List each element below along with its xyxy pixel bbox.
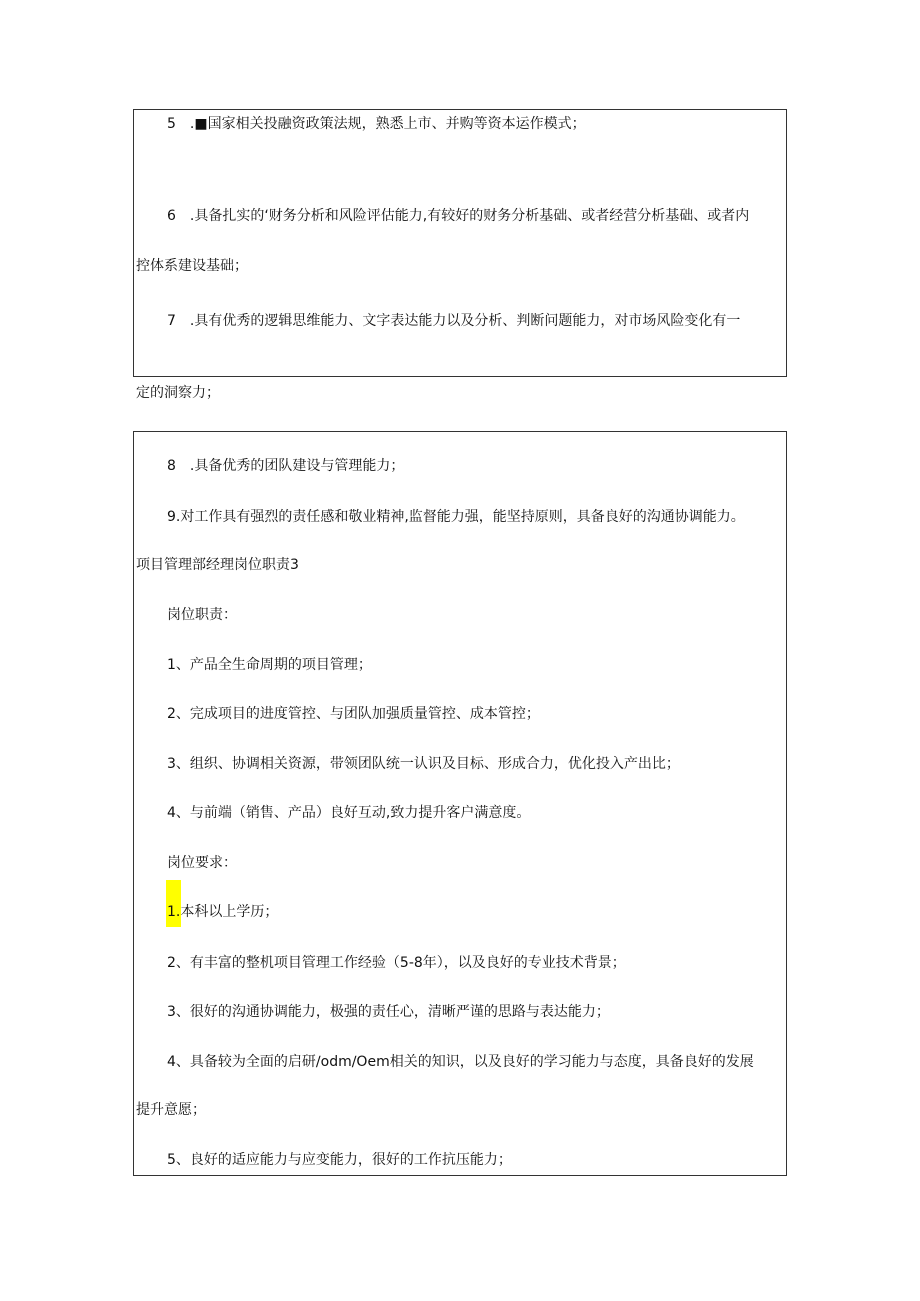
item-6-line2: 控体系建设基础； <box>136 258 248 274</box>
item-9: 9.对工作具有强烈的责任感和敬业精神,监督能力强，能坚持原则，具备良好的沟通协调能力。 <box>167 509 745 525</box>
item-5: 5 .■国家相关投融资政策法规，熟悉上市、并购等资本运作模式； <box>167 116 586 132</box>
req-5: 5、良好的适应能力与应变能力，很好的工作抗压能力； <box>167 1152 512 1168</box>
duty-1: 1、产品全生命周期的项目管理； <box>167 657 372 673</box>
req-4-line1: 4、具备较为全面的启研∕odm∕Oem相关的知识，以及良好的学习能力与态度，具备良好的发展 <box>167 1054 754 1070</box>
section-heading: 项目管理部经理岗位职责3 <box>136 557 299 573</box>
requirements-label: 岗位要求： <box>167 855 237 871</box>
duty-2: 2、完成项目的进度管控、与团队加强质量管控、成本管控； <box>167 706 540 722</box>
item-8: 8 .具备优秀的团队建设与管理能力； <box>167 458 405 474</box>
item-6-line1: 6 .具备扎实的‘财务分析和风险评估能力,有较好的财务分析基础、或者经营分析基础、或者内 <box>167 208 750 224</box>
duty-3: 3、组织、协调相关资源，带领团队统一认识及目标、形成合力，优化投入产出比； <box>167 756 680 772</box>
duties-label: 岗位职责： <box>167 607 237 623</box>
req-3: 3、很好的沟通协调能力，极强的责任心，清晰严谨的思路与表达能力； <box>167 1004 610 1020</box>
req-2: 2、有丰富的整机项目管理工作经验（5-8年），以及良好的专业技术背景； <box>167 955 626 971</box>
req-4-line2: 提升意愿； <box>136 1102 206 1118</box>
text-frame-1 <box>133 109 787 377</box>
duty-4: 4、与前端（销售、产品）良好互动,致力提升客户满意度。 <box>167 805 531 821</box>
req-1: 1.本科以上学历； <box>167 904 279 920</box>
item-7-line1: 7 .具有优秀的逻辑思维能力、文字表达能力以及分析、判断问题能力，对市场风险变化有一 <box>167 313 741 329</box>
item-7-line2: 定的洞察力； <box>136 385 220 401</box>
